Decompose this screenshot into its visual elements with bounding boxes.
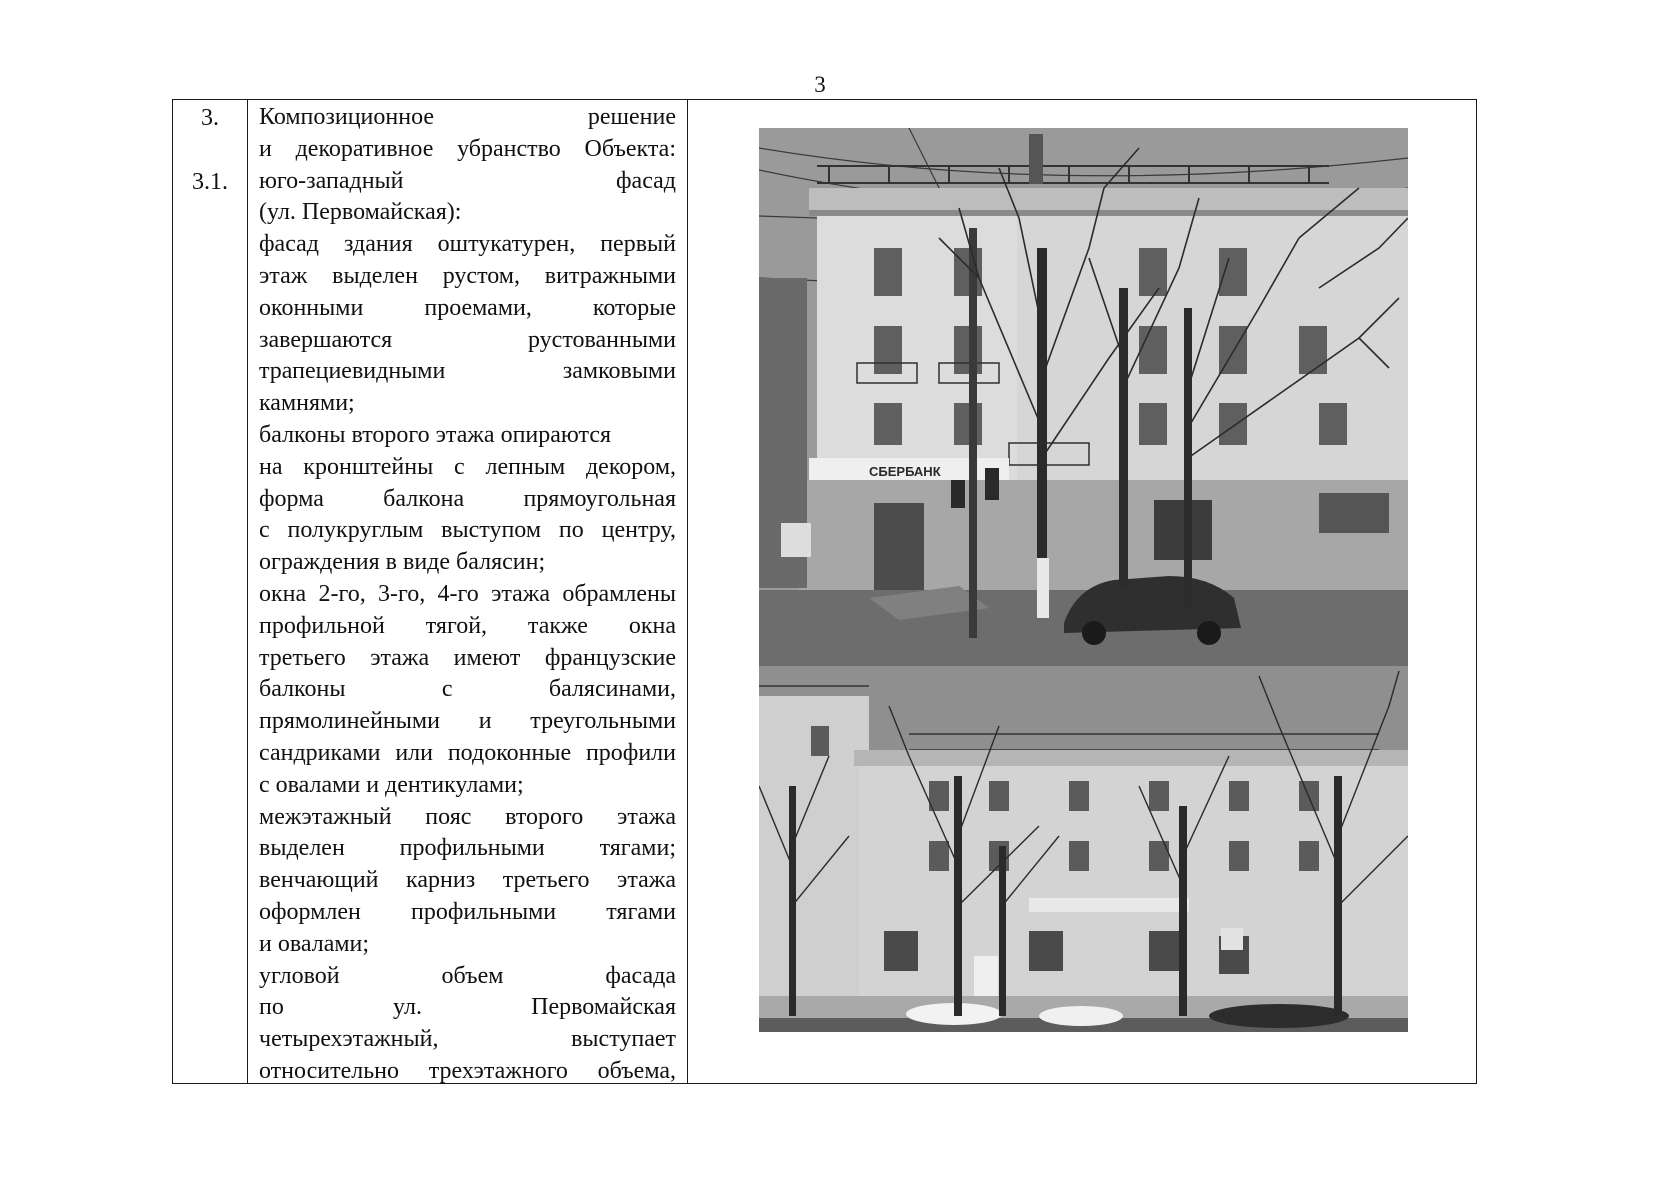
bank-sign-text: СБЕРБАНК (869, 464, 941, 479)
text-line: (ул. Первомайская): (259, 199, 462, 226)
text-line: юго-западный фасад (259, 167, 676, 194)
text-line: балконы с балясинами, (259, 676, 676, 703)
text-line: ограждения в виде балясин; (259, 549, 546, 576)
text-line: этаж выделен рустом, витражными (259, 262, 676, 289)
text-line: камнями; (259, 390, 355, 417)
text-line: окна 2-го, 3-го, 4-го этажа обрамлены (259, 580, 676, 607)
text-line: с овалами и дентикулами; (259, 771, 524, 798)
text-line: завершаются рустованными (259, 326, 676, 353)
section-number: 3. (201, 105, 219, 131)
text-line: трапециевидными замковыми (259, 358, 676, 385)
text-line: оконными проемами, которые (259, 294, 676, 321)
corner-building-photo (759, 128, 1408, 666)
page-number: 3 (814, 72, 826, 97)
text-line: и декоративное убранство Объекта: (259, 135, 676, 162)
text-line: сандриками или подоконные профили (259, 739, 676, 766)
description-text (259, 102, 676, 1088)
text-line: форма балкона прямоугольная (259, 485, 676, 512)
text-line: прямолинейными и треугольными (259, 708, 676, 735)
text-line: на кронштейны с лепным декором, (259, 453, 676, 480)
text-line: угловой объем фасада (259, 962, 676, 989)
text-line: и овалами; (259, 930, 370, 957)
text-line: венчающий карниз третьего этажа (259, 867, 676, 894)
text-line: по ул. Первомайская (259, 994, 676, 1021)
street-facade-photo (759, 666, 1408, 1032)
text-line: фасад здания оштукатурен, первый (259, 231, 676, 258)
text-line: межэтажный пояс второго этажа (259, 803, 676, 830)
column-divider (687, 100, 688, 1083)
text-line: выделен профильными тягами; (259, 835, 676, 862)
text-line: балконы второго этажа опираются (259, 421, 612, 448)
description-table (172, 99, 1477, 1084)
text-line: Композиционное решение (259, 104, 676, 130)
text-line: третьего этажа имеют французские (259, 644, 676, 671)
text-line: относительно трехэтажного объема, (259, 1057, 676, 1084)
text-line: с полукруглым выступом по центру, (259, 517, 676, 544)
text-line: профильной тягой, также окна (259, 612, 676, 639)
text-line: оформлен профильными тягами (259, 898, 676, 925)
column-divider (247, 100, 248, 1083)
subsection-number: 3.1. (192, 169, 228, 195)
text-line: четырехэтажный, выступает (259, 1026, 676, 1053)
